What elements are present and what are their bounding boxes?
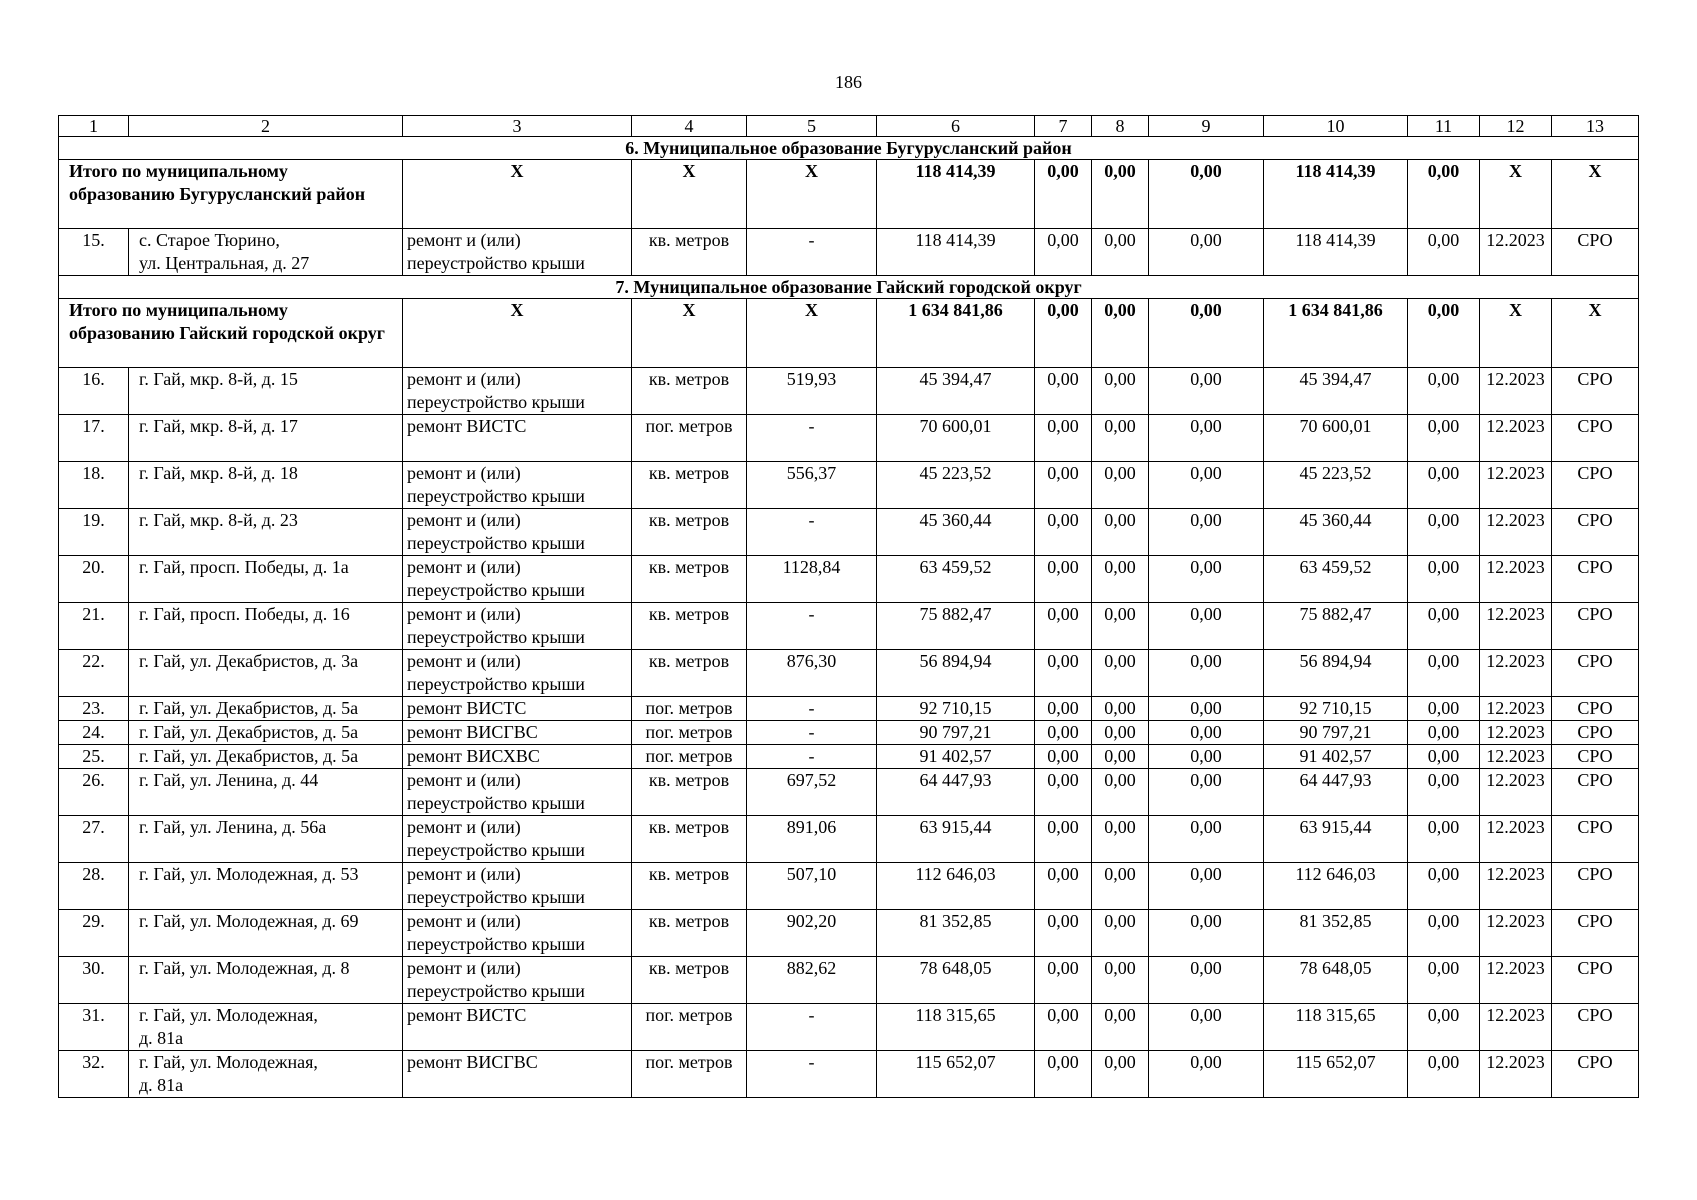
row-c7: 0,00 (1035, 721, 1092, 745)
row-quantity: - (747, 697, 877, 721)
table-row (59, 556, 1639, 603)
row-c13: СРО (1552, 229, 1639, 276)
row-unit: кв. метров (632, 957, 747, 1004)
row-c11: 0,00 (1408, 721, 1480, 745)
row-address: г. Гай, просп. Победы, д. 16 (129, 603, 403, 650)
row-c13: СРО (1552, 1051, 1639, 1098)
row-c6: 75 882,47 (877, 603, 1035, 650)
row-c11: 0,00 (1408, 745, 1480, 769)
row-unit: кв. метров (632, 816, 747, 863)
row-c11: 0,00 (1408, 415, 1480, 462)
row-c12: 12.2023 (1480, 368, 1552, 415)
row-unit: кв. метров (632, 556, 747, 603)
row-c8: 0,00 (1092, 816, 1149, 863)
row-c12: 12.2023 (1480, 721, 1552, 745)
row-c10: 45 360,44 (1264, 509, 1408, 556)
total-c13: Х (1552, 160, 1639, 229)
table-row (59, 462, 1639, 509)
row-c12: 12.2023 (1480, 697, 1552, 721)
table-row (59, 229, 1639, 276)
row-c11: 0,00 (1408, 957, 1480, 1004)
row-address: г. Гай, ул. Молодежная, д. 69 (129, 910, 403, 957)
section-title-row (59, 276, 1639, 299)
table-row (59, 910, 1639, 957)
row-c9: 0,00 (1149, 863, 1264, 910)
row-c12: 12.2023 (1480, 816, 1552, 863)
row-address: г. Гай, ул. Ленина, д. 44 (129, 769, 403, 816)
row-c7: 0,00 (1035, 1004, 1092, 1051)
row-c12: 12.2023 (1480, 1051, 1552, 1098)
row-c7: 0,00 (1035, 910, 1092, 957)
row-work-type: ремонт и (или) переустройство крыши (403, 650, 632, 697)
row-c10: 91 402,57 (1264, 745, 1408, 769)
row-address: г. Гай, ул. Молодежная, д. 53 (129, 863, 403, 910)
row-c8: 0,00 (1092, 650, 1149, 697)
row-number: 25. (59, 745, 129, 769)
row-c13: СРО (1552, 509, 1639, 556)
row-c7: 0,00 (1035, 1051, 1092, 1098)
row-c6: 64 447,93 (877, 769, 1035, 816)
row-c9: 0,00 (1149, 603, 1264, 650)
row-work-type: ремонт ВИСТС (403, 415, 632, 462)
row-c10: 75 882,47 (1264, 603, 1408, 650)
total-label: Итого по муниципальному образованию Гайский городской округ (59, 299, 403, 368)
row-unit: пог. метров (632, 745, 747, 769)
row-work-type: ремонт и (или) переустройство крыши (403, 462, 632, 509)
total-c4: Х (632, 299, 747, 368)
row-c7: 0,00 (1035, 816, 1092, 863)
row-quantity: - (747, 229, 877, 276)
total-c11: 0,00 (1408, 299, 1480, 368)
row-c10: 78 648,05 (1264, 957, 1408, 1004)
row-c11: 0,00 (1408, 910, 1480, 957)
row-c6: 45 394,47 (877, 368, 1035, 415)
table-row (59, 603, 1639, 650)
row-address: г. Гай, мкр. 8-й, д. 17 (129, 415, 403, 462)
column-number: 3 (403, 116, 632, 137)
row-c13: СРО (1552, 1004, 1639, 1051)
column-number: 4 (632, 116, 747, 137)
row-c11: 0,00 (1408, 697, 1480, 721)
column-number: 6 (877, 116, 1035, 137)
section-title: 6. Муниципальное образование Бугурусланский район (59, 137, 1639, 160)
row-number: 30. (59, 957, 129, 1004)
row-number: 22. (59, 650, 129, 697)
total-c7: 0,00 (1035, 299, 1092, 368)
total-c3: Х (403, 299, 632, 368)
row-quantity: - (747, 1004, 877, 1051)
row-c13: СРО (1552, 556, 1639, 603)
row-work-type: ремонт и (или) переустройство крыши (403, 556, 632, 603)
row-work-type: ремонт и (или) переустройство крыши (403, 816, 632, 863)
total-c13: Х (1552, 299, 1639, 368)
row-address: г. Гай, мкр. 8-й, д. 18 (129, 462, 403, 509)
table-row (59, 650, 1639, 697)
row-c7: 0,00 (1035, 415, 1092, 462)
row-c7: 0,00 (1035, 697, 1092, 721)
row-c11: 0,00 (1408, 509, 1480, 556)
row-c8: 0,00 (1092, 769, 1149, 816)
row-address: г. Гай, мкр. 8-й, д. 15 (129, 368, 403, 415)
row-c9: 0,00 (1149, 910, 1264, 957)
row-c12: 12.2023 (1480, 863, 1552, 910)
table-row (59, 745, 1639, 769)
row-number: 23. (59, 697, 129, 721)
row-quantity: - (747, 745, 877, 769)
row-work-type: ремонт ВИСГВС (403, 1051, 632, 1098)
row-unit: пог. метров (632, 697, 747, 721)
total-c4: Х (632, 160, 747, 229)
row-address: г. Гай, мкр. 8-й, д. 23 (129, 509, 403, 556)
row-c10: 63 459,52 (1264, 556, 1408, 603)
row-c10: 45 394,47 (1264, 368, 1408, 415)
row-number: 26. (59, 769, 129, 816)
row-c8: 0,00 (1092, 910, 1149, 957)
total-c5: Х (747, 299, 877, 368)
row-c9: 0,00 (1149, 816, 1264, 863)
total-c9: 0,00 (1149, 299, 1264, 368)
row-c12: 12.2023 (1480, 603, 1552, 650)
row-c9: 0,00 (1149, 1051, 1264, 1098)
row-c7: 0,00 (1035, 462, 1092, 509)
row-c6: 63 915,44 (877, 816, 1035, 863)
row-c7: 0,00 (1035, 556, 1092, 603)
row-c13: СРО (1552, 957, 1639, 1004)
total-c6: 1 634 841,86 (877, 299, 1035, 368)
row-c7: 0,00 (1035, 863, 1092, 910)
column-number-row (59, 116, 1639, 137)
row-quantity: - (747, 1051, 877, 1098)
row-c13: СРО (1552, 650, 1639, 697)
row-quantity: 891,06 (747, 816, 877, 863)
row-unit: кв. метров (632, 368, 747, 415)
row-c7: 0,00 (1035, 603, 1092, 650)
row-unit: кв. метров (632, 462, 747, 509)
row-address: г. Гай, ул. Молодежная, д. 81а (129, 1004, 403, 1051)
total-c6: 118 414,39 (877, 160, 1035, 229)
table-row (59, 769, 1639, 816)
row-c8: 0,00 (1092, 368, 1149, 415)
row-work-type: ремонт и (или) переустройство крыши (403, 863, 632, 910)
row-unit: кв. метров (632, 603, 747, 650)
column-number: 8 (1092, 116, 1149, 137)
row-c11: 0,00 (1408, 1004, 1480, 1051)
row-c13: СРО (1552, 462, 1639, 509)
row-c13: СРО (1552, 697, 1639, 721)
row-c12: 12.2023 (1480, 957, 1552, 1004)
total-label: Итого по муниципальному образованию Бугурусланский район (59, 160, 403, 229)
row-c11: 0,00 (1408, 769, 1480, 816)
row-c7: 0,00 (1035, 745, 1092, 769)
row-c13: СРО (1552, 769, 1639, 816)
row-c9: 0,00 (1149, 368, 1264, 415)
row-quantity: 697,52 (747, 769, 877, 816)
column-number: 12 (1480, 116, 1552, 137)
row-c10: 118 414,39 (1264, 229, 1408, 276)
column-number: 2 (129, 116, 403, 137)
row-c13: СРО (1552, 910, 1639, 957)
total-c11: 0,00 (1408, 160, 1480, 229)
total-c9: 0,00 (1149, 160, 1264, 229)
row-work-type: ремонт ВИСТС (403, 697, 632, 721)
row-work-type: ремонт ВИСХВС (403, 745, 632, 769)
row-c8: 0,00 (1092, 462, 1149, 509)
total-c12: Х (1480, 160, 1552, 229)
row-c11: 0,00 (1408, 556, 1480, 603)
row-c13: СРО (1552, 415, 1639, 462)
row-c10: 118 315,65 (1264, 1004, 1408, 1051)
row-quantity: - (747, 603, 877, 650)
table-row (59, 863, 1639, 910)
total-row (59, 299, 1639, 368)
row-c13: СРО (1552, 368, 1639, 415)
row-unit: пог. метров (632, 721, 747, 745)
row-c9: 0,00 (1149, 697, 1264, 721)
row-number: 18. (59, 462, 129, 509)
row-c9: 0,00 (1149, 415, 1264, 462)
row-work-type: ремонт и (или) переустройство крыши (403, 957, 632, 1004)
row-unit: кв. метров (632, 509, 747, 556)
row-c10: 63 915,44 (1264, 816, 1408, 863)
row-address: с. Старое Тюрино, ул. Центральная, д. 27 (129, 229, 403, 276)
column-number: 7 (1035, 116, 1092, 137)
row-quantity: 1128,84 (747, 556, 877, 603)
row-c13: СРО (1552, 721, 1639, 745)
total-row (59, 160, 1639, 229)
row-c7: 0,00 (1035, 509, 1092, 556)
row-unit: пог. метров (632, 1051, 747, 1098)
row-c8: 0,00 (1092, 1051, 1149, 1098)
table-row (59, 697, 1639, 721)
row-c7: 0,00 (1035, 229, 1092, 276)
row-number: 16. (59, 368, 129, 415)
row-number: 19. (59, 509, 129, 556)
row-work-type: ремонт ВИСГВС (403, 721, 632, 745)
row-c12: 12.2023 (1480, 229, 1552, 276)
row-number: 32. (59, 1051, 129, 1098)
row-address: г. Гай, ул. Молодежная, д. 8 (129, 957, 403, 1004)
row-c11: 0,00 (1408, 229, 1480, 276)
row-c6: 45 360,44 (877, 509, 1035, 556)
total-c8: 0,00 (1092, 160, 1149, 229)
table-row (59, 721, 1639, 745)
row-c12: 12.2023 (1480, 462, 1552, 509)
row-quantity: 519,93 (747, 368, 877, 415)
total-c12: Х (1480, 299, 1552, 368)
total-c10: 1 634 841,86 (1264, 299, 1408, 368)
row-c12: 12.2023 (1480, 1004, 1552, 1051)
total-c5: Х (747, 160, 877, 229)
row-c9: 0,00 (1149, 721, 1264, 745)
row-c9: 0,00 (1149, 1004, 1264, 1051)
row-c10: 112 646,03 (1264, 863, 1408, 910)
table-row (59, 509, 1639, 556)
row-work-type: ремонт и (или) переустройство крыши (403, 229, 632, 276)
row-c9: 0,00 (1149, 745, 1264, 769)
row-c6: 112 646,03 (877, 863, 1035, 910)
row-c8: 0,00 (1092, 556, 1149, 603)
row-work-type: ремонт и (или) переустройство крыши (403, 509, 632, 556)
row-c9: 0,00 (1149, 769, 1264, 816)
column-number: 9 (1149, 116, 1264, 137)
row-c8: 0,00 (1092, 721, 1149, 745)
row-quantity: - (747, 509, 877, 556)
section-title: 7. Муниципальное образование Гайский городской округ (59, 276, 1639, 299)
row-c11: 0,00 (1408, 368, 1480, 415)
row-c12: 12.2023 (1480, 556, 1552, 603)
total-c10: 118 414,39 (1264, 160, 1408, 229)
row-work-type: ремонт и (или) переустройство крыши (403, 769, 632, 816)
row-c7: 0,00 (1035, 368, 1092, 415)
row-unit: пог. метров (632, 415, 747, 462)
row-work-type: ремонт и (или) переустройство крыши (403, 603, 632, 650)
row-c8: 0,00 (1092, 697, 1149, 721)
row-address: г. Гай, ул. Декабристов, д. 5а (129, 697, 403, 721)
row-c6: 78 648,05 (877, 957, 1035, 1004)
row-work-type: ремонт ВИСТС (403, 1004, 632, 1051)
row-c11: 0,00 (1408, 863, 1480, 910)
row-c6: 56 894,94 (877, 650, 1035, 697)
column-number: 10 (1264, 116, 1408, 137)
table-row (59, 368, 1639, 415)
row-number: 17. (59, 415, 129, 462)
column-number: 1 (59, 116, 129, 137)
section-title-row (59, 137, 1639, 160)
row-c7: 0,00 (1035, 650, 1092, 697)
page-number: 186 (835, 72, 862, 92)
row-number: 28. (59, 863, 129, 910)
row-quantity: 556,37 (747, 462, 877, 509)
row-c8: 0,00 (1092, 415, 1149, 462)
row-c10: 64 447,93 (1264, 769, 1408, 816)
total-c8: 0,00 (1092, 299, 1149, 368)
row-address: г. Гай, ул. Ленина, д. 56а (129, 816, 403, 863)
row-address: г. Гай, просп. Победы, д. 1а (129, 556, 403, 603)
row-quantity: 902,20 (747, 910, 877, 957)
table-row (59, 1051, 1639, 1098)
row-c6: 92 710,15 (877, 697, 1035, 721)
row-c10: 70 600,01 (1264, 415, 1408, 462)
row-c12: 12.2023 (1480, 509, 1552, 556)
row-c11: 0,00 (1408, 816, 1480, 863)
column-number: 11 (1408, 116, 1480, 137)
row-unit: кв. метров (632, 229, 747, 276)
row-c6: 90 797,21 (877, 721, 1035, 745)
row-unit: кв. метров (632, 769, 747, 816)
row-c13: СРО (1552, 745, 1639, 769)
row-c9: 0,00 (1149, 509, 1264, 556)
row-c8: 0,00 (1092, 1004, 1149, 1051)
row-c9: 0,00 (1149, 650, 1264, 697)
row-address: г. Гай, ул. Декабристов, д. 3а (129, 650, 403, 697)
table-row (59, 415, 1639, 462)
row-c8: 0,00 (1092, 745, 1149, 769)
row-c6: 118 414,39 (877, 229, 1035, 276)
row-c9: 0,00 (1149, 957, 1264, 1004)
row-c6: 91 402,57 (877, 745, 1035, 769)
row-number: 27. (59, 816, 129, 863)
total-c3: Х (403, 160, 632, 229)
row-c12: 12.2023 (1480, 910, 1552, 957)
row-c6: 118 315,65 (877, 1004, 1035, 1051)
row-number: 31. (59, 1004, 129, 1051)
row-c8: 0,00 (1092, 603, 1149, 650)
row-c8: 0,00 (1092, 957, 1149, 1004)
row-c11: 0,00 (1408, 1051, 1480, 1098)
row-number: 29. (59, 910, 129, 957)
row-c6: 115 652,07 (877, 1051, 1035, 1098)
row-number: 24. (59, 721, 129, 745)
row-c12: 12.2023 (1480, 650, 1552, 697)
table-row (59, 957, 1639, 1004)
row-address: г. Гай, ул. Декабристов, д. 5а (129, 745, 403, 769)
row-address: г. Гай, ул. Молодежная, д. 81а (129, 1051, 403, 1098)
row-c12: 12.2023 (1480, 769, 1552, 816)
row-c10: 81 352,85 (1264, 910, 1408, 957)
row-work-type: ремонт и (или) переустройство крыши (403, 910, 632, 957)
row-c6: 63 459,52 (877, 556, 1035, 603)
row-c8: 0,00 (1092, 229, 1149, 276)
row-number: 21. (59, 603, 129, 650)
row-unit: кв. метров (632, 650, 747, 697)
row-unit: кв. метров (632, 910, 747, 957)
row-c10: 45 223,52 (1264, 462, 1408, 509)
row-c6: 70 600,01 (877, 415, 1035, 462)
row-quantity: 882,62 (747, 957, 877, 1004)
row-quantity: 876,30 (747, 650, 877, 697)
column-number: 5 (747, 116, 877, 137)
row-c6: 45 223,52 (877, 462, 1035, 509)
row-number: 20. (59, 556, 129, 603)
table-row (59, 816, 1639, 863)
row-quantity: - (747, 415, 877, 462)
row-c6: 81 352,85 (877, 910, 1035, 957)
row-c9: 0,00 (1149, 462, 1264, 509)
row-c8: 0,00 (1092, 509, 1149, 556)
row-c13: СРО (1552, 863, 1639, 910)
repair-register-table (58, 115, 1639, 1098)
row-quantity: 507,10 (747, 863, 877, 910)
row-c7: 0,00 (1035, 769, 1092, 816)
row-c12: 12.2023 (1480, 745, 1552, 769)
row-c10: 92 710,15 (1264, 697, 1408, 721)
row-c11: 0,00 (1408, 603, 1480, 650)
row-unit: кв. метров (632, 863, 747, 910)
row-c13: СРО (1552, 603, 1639, 650)
row-c12: 12.2023 (1480, 415, 1552, 462)
row-c9: 0,00 (1149, 556, 1264, 603)
row-c7: 0,00 (1035, 957, 1092, 1004)
row-c8: 0,00 (1092, 863, 1149, 910)
row-quantity: - (747, 721, 877, 745)
row-address: г. Гай, ул. Декабристов, д. 5а (129, 721, 403, 745)
row-c11: 0,00 (1408, 462, 1480, 509)
table-row (59, 1004, 1639, 1051)
row-unit: пог. метров (632, 1004, 747, 1051)
row-c10: 115 652,07 (1264, 1051, 1408, 1098)
row-number: 15. (59, 229, 129, 276)
row-c10: 56 894,94 (1264, 650, 1408, 697)
total-c7: 0,00 (1035, 160, 1092, 229)
row-c9: 0,00 (1149, 229, 1264, 276)
row-work-type: ремонт и (или) переустройство крыши (403, 368, 632, 415)
column-number: 13 (1552, 116, 1639, 137)
row-c10: 90 797,21 (1264, 721, 1408, 745)
row-c13: СРО (1552, 816, 1639, 863)
row-c11: 0,00 (1408, 650, 1480, 697)
